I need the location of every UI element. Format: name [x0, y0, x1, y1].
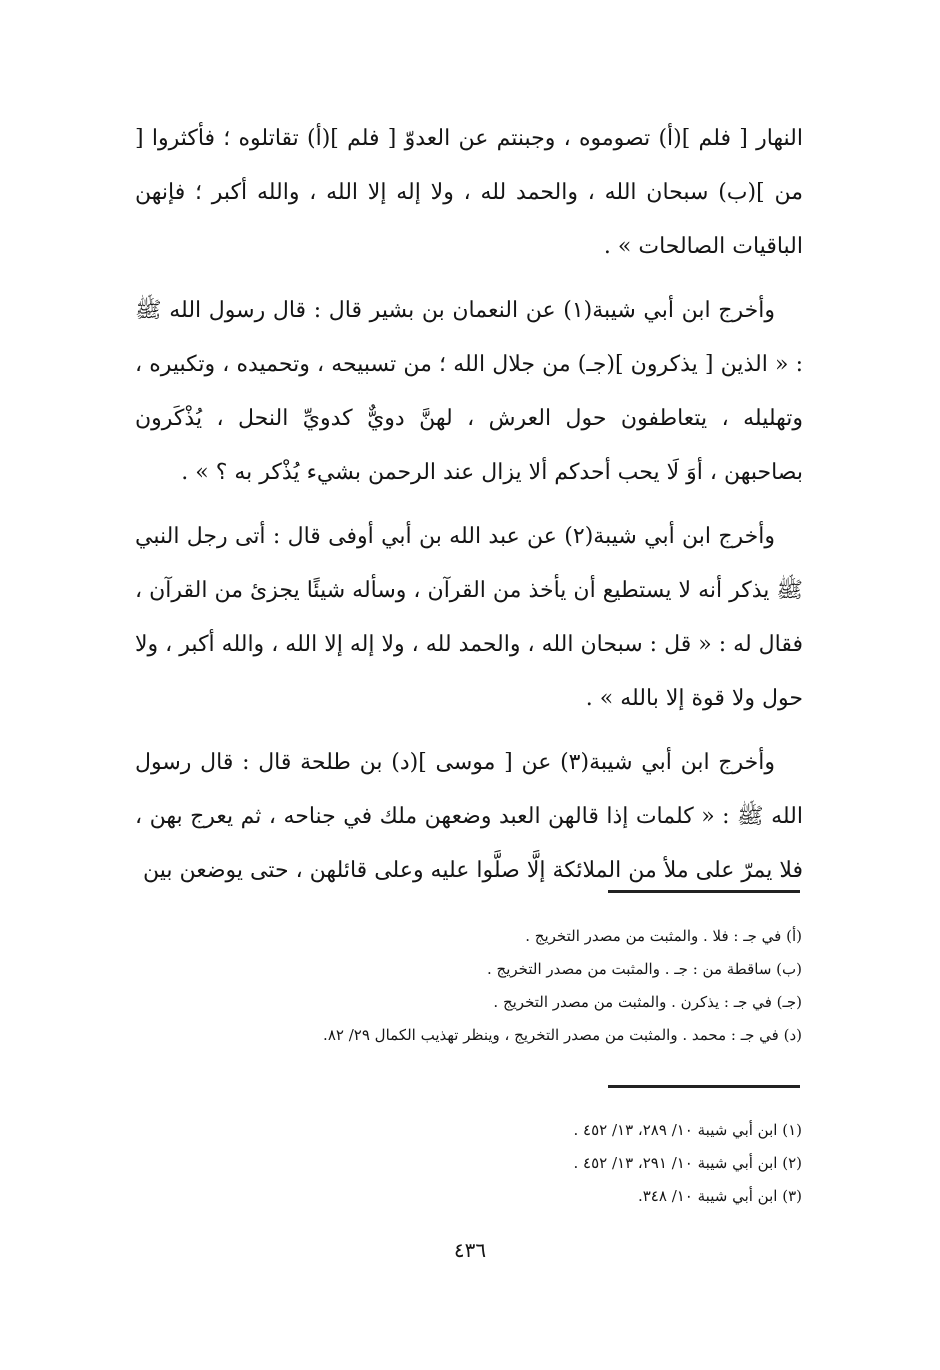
- source-note: (١) ابن أبي شيبة ١٠/ ٢٨٩، ١٣/ ٤٥٢ .: [573, 1121, 802, 1139]
- main-text: [135, 112, 803, 908]
- variant-note: (أ) في جـ : فلا . والمثبت من مصدر التخريج .: [525, 927, 802, 945]
- variant-notes-divider: [608, 890, 800, 893]
- source-note: (٢) ابن أبي شيبة ١٠/ ٢٩١، ١٣/ ٤٥٢ .: [573, 1154, 802, 1172]
- page-number: ٤٣٦: [453, 1238, 487, 1262]
- variant-notes: [142, 920, 802, 1052]
- paragraph-2: وأخرج ابن أبي شيبة(١) عن النعمان بن بشير قال : قال رسول الله ﷺ : « الذين [ يذكرون ](جـ) من جلال الله ؛ من تسبيحه ، وتحميده ، وتكبيره ، وتهليله ، يتعاطفون حول العرش ، لهنَّ دويٌّ كدويِّ النحل ، يُذْكَرون بصاحبهن ، أوَ لَا يحب أحدكم ألا يزال عند الرحمن بشيء يُذْكر به ؟ » .: [135, 298, 803, 485]
- paragraph-4: وأخرج ابن أبي شيبة(٣) عن [ موسى ](د) بن طلحة قال : قال رسول الله ﷺ : « كلمات إذا قالهن العبد وضعهن ملك في جناحه ، ثم يعرج بهن ، فلا يمرّ على ملأ من الملائكة إلَّا صلَّوا عليه وعلى قائلهن ، حتى يوضعن بين: [135, 750, 803, 883]
- source-notes-divider: [608, 1085, 800, 1088]
- source-note: (٣) ابن أبي شيبة ١٠/ ٣٤٨.: [637, 1187, 802, 1205]
- paragraph-1: النهار [ فلم ](أ) تصوموه ، وجبنتم عن العدوّ [ فلم ](أ) تقاتلوه ؛ فأكثروا [ من ](ب) سبحان الله ، والحمد لله ، ولا إله إلا الله ، والله أكبر ؛ فإنهن الباقيات الصالحات » .: [135, 126, 803, 259]
- variant-note: (جـ) في جـ : يذكرن . والمثبت من مصدر التخريج .: [493, 993, 802, 1011]
- paragraph-3: وأخرج ابن أبي شيبة(٢) عن عبد الله بن أبي أوفى قال : أتى رجل النبي ﷺ يذكر أنه لا يستطيع أن يأخذ من القرآن ، وسأله شيئًا يجزئ من القرآن ، فقال له : « قل : سبحان الله ، والحمد لله ، ولا إله إلا الله ، والله أكبر ، ولا حول ولا قوة إلا بالله » .: [135, 524, 803, 711]
- source-notes: [142, 1114, 802, 1213]
- variant-note: (ب) ساقطة من : جـ . والمثبت من مصدر التخريج .: [487, 960, 802, 978]
- variant-note: (د) في جـ : محمد . والمثبت من مصدر التخريج ، وينظر تهذيب الكمال ٢٩/ ٨٢.: [323, 1026, 802, 1044]
